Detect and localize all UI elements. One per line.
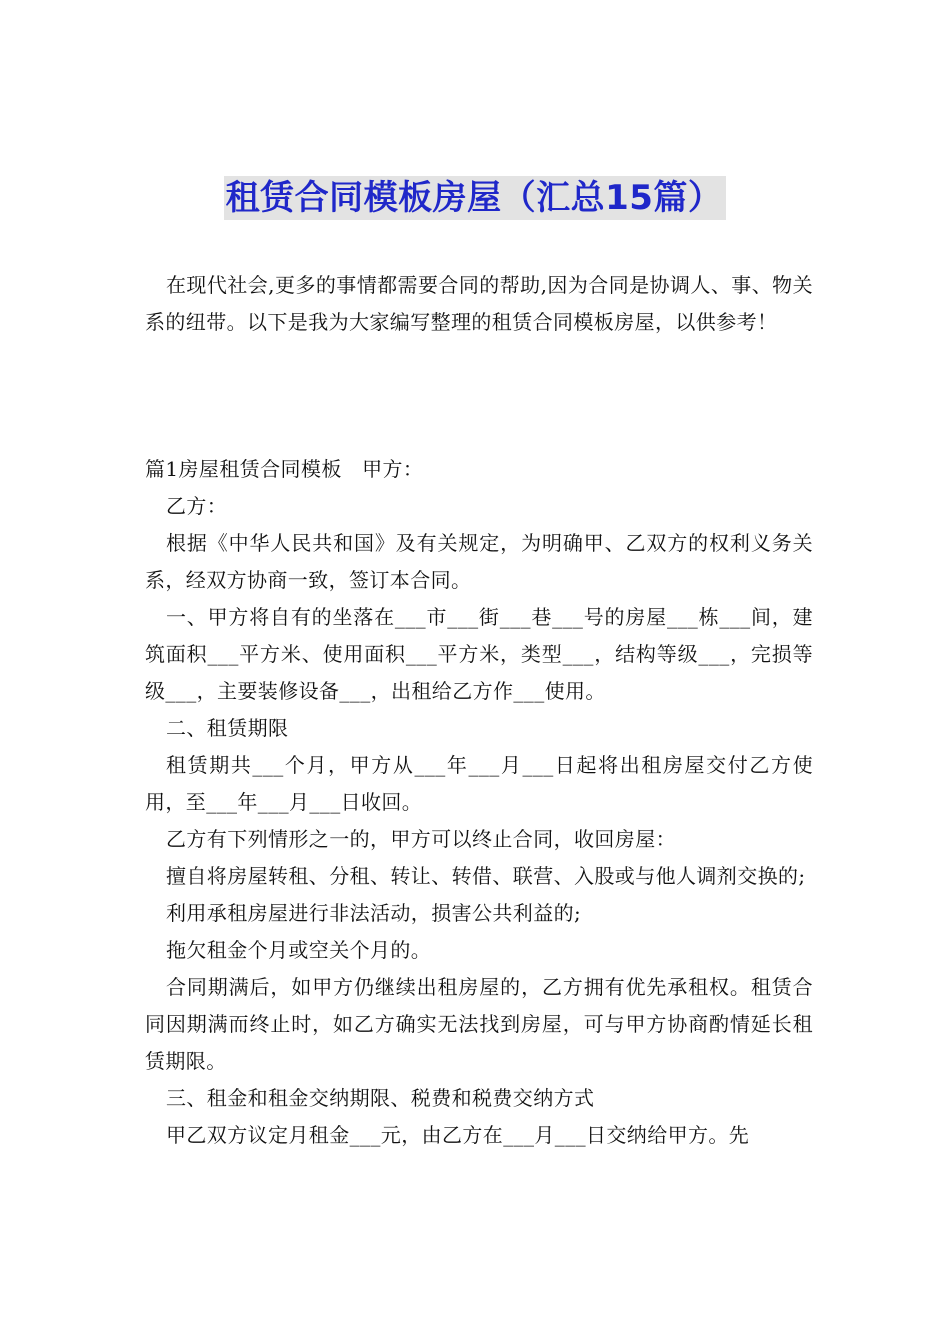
intro-paragraph: 在现代社会,更多的事情都需要合同的帮助,因为合同是协调人、事、物关系的纽带。以下是我为大家编写整理的租赁合同模板房屋，以供参考！ — [145, 273, 813, 334]
contract-paragraph: 合同期满后，如甲方仍继续出租房屋的，乙方拥有优先承租权。租赁合同因期满而终止时，如乙方确实无法找到房屋，可与甲方协商酌情延长租赁期限。 — [145, 975, 813, 1073]
contract-paragraph: 拖欠租金个月或空关个月的。 — [166, 938, 432, 962]
contract-body — [145, 451, 813, 1154]
section-heading: 三、租金和租金交纳期限、税费和税费交纳方式 — [166, 1086, 595, 1110]
section-heading: 二、租赁期限 — [166, 716, 289, 740]
party-b-line: 乙方： — [166, 494, 228, 518]
contract-paragraph: 一、甲方将自有的坐落在___市___街___巷___号的房屋___栋___间，建筑面积___平方米、使用面积___平方米，类型___，结构等级___，完损等级___，主要装修设备___，出租给乙方作___使用。 — [145, 605, 813, 703]
document-title: 租赁合同模板房屋（汇总15篇） — [224, 176, 727, 220]
contract-paragraph: 根据《中华人民共和国》及有关规定，为明确甲、乙双方的权利义务关系，经双方协商一致，签订本合同。 — [145, 531, 813, 592]
contract-paragraph: 甲乙双方议定月租金___元，由乙方在___月___日交纳给甲方。先 — [166, 1123, 750, 1147]
contract-heading: 篇1房屋租赁合同模板 甲方： — [145, 457, 424, 481]
intro-section — [145, 267, 813, 341]
contract-paragraph: 利用承租房屋进行非法活动，损害公共利益的; — [166, 901, 582, 925]
title-container — [0, 176, 950, 220]
contract-paragraph: 乙方有下列情形之一的，甲方可以终止合同，收回房屋： — [166, 827, 676, 851]
contract-paragraph: 租赁期共___个月，甲方从___年___月___日起将出租房屋交付乙方使用，至___年___月___日收回。 — [145, 753, 813, 814]
contract-paragraph: 擅自将房屋转租、分租、转让、转借、联营、入股或与他人调剂交换的; — [166, 864, 806, 888]
